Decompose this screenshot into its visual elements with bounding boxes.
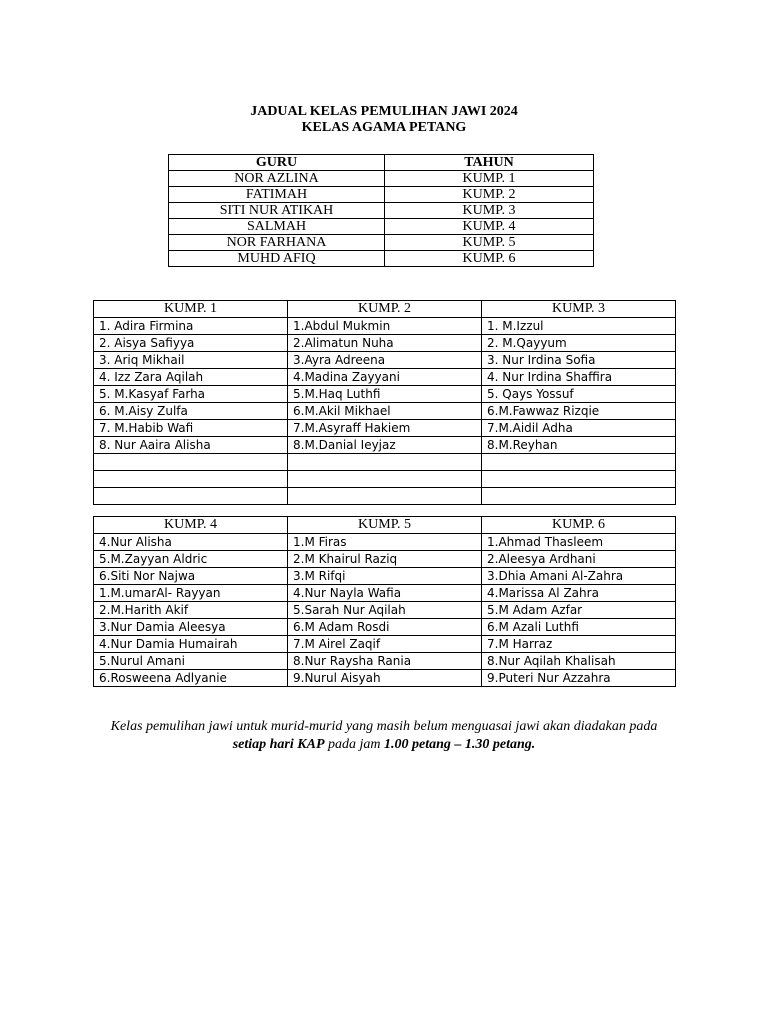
- header-kump-5: KUMP. 5: [288, 517, 482, 534]
- table-cell: 3.Dhia Amani Al-Zahra: [482, 568, 676, 585]
- table-cell: [482, 488, 676, 505]
- table-cell: 6.Rosweena Adlyanie: [94, 670, 288, 687]
- table-cell: 2. Aisya Safiyya: [94, 335, 288, 352]
- document-title: JADUAL KELAS PEMULIHAN JAWI 2024: [250, 104, 518, 119]
- teacher-row: [169, 251, 594, 267]
- header-kump-3: KUMP. 3: [482, 301, 676, 318]
- table-cell: 4.Marissa Al Zahra: [482, 585, 676, 602]
- table-cell: 3. Ariq Mikhail: [94, 352, 288, 369]
- table-cell: [288, 488, 482, 505]
- teacher-row: [169, 235, 594, 251]
- table-cell: KUMP. 2: [385, 187, 594, 203]
- table-cell: 3.Ayra Adreena: [288, 352, 482, 369]
- teacher-row: [169, 203, 594, 219]
- table-cell: 4. Izz Zara Aqilah: [94, 369, 288, 386]
- table-cell: 9.Nurul Aisyah: [288, 670, 482, 687]
- student-row: [94, 551, 676, 568]
- table-cell: 5. Qays Yossuf: [482, 386, 676, 403]
- note-middle: pada jam: [324, 737, 384, 752]
- student-row: [94, 318, 676, 335]
- header-kump-4: KUMP. 4: [94, 517, 288, 534]
- table-cell: 4.Nur Nayla Wafia: [288, 585, 482, 602]
- teacher-table-header: [169, 155, 594, 171]
- student-row: [94, 437, 676, 454]
- table-cell: [288, 471, 482, 488]
- table-cell: 2.M Khairul Raziq: [288, 551, 482, 568]
- table-cell: [482, 471, 676, 488]
- table-cell: [94, 488, 288, 505]
- table-cell: 7.M Airel Zaqif: [288, 636, 482, 653]
- table-cell: [288, 454, 482, 471]
- teacher-row: [169, 171, 594, 187]
- student-row: [94, 386, 676, 403]
- table-cell: 1.Ahmad Thasleem: [482, 534, 676, 551]
- student-row: [94, 670, 676, 687]
- table-cell: 2.Aleesya Ardhani: [482, 551, 676, 568]
- table-cell: 5.Nurul Amani: [94, 653, 288, 670]
- table-cell: 1. Adira Firmina: [94, 318, 288, 335]
- table-cell: KUMP. 5: [385, 235, 594, 251]
- student-row: [94, 534, 676, 551]
- table-cell: 1.M.umarAl- Rayyan: [94, 585, 288, 602]
- table-cell: 6.M Adam Rosdi: [288, 619, 482, 636]
- table-cell: NOR AZLINA: [169, 171, 385, 187]
- header-kump-1: KUMP. 1: [94, 301, 288, 318]
- table-cell: 2.M.Harith Akif: [94, 602, 288, 619]
- teacher-row: [169, 219, 594, 235]
- table-cell: KUMP. 4: [385, 219, 594, 235]
- group-table-header: [94, 517, 676, 534]
- table-cell: 6.Siti Nor Najwa: [94, 568, 288, 585]
- table-cell: 5.Sarah Nur Aqilah: [288, 602, 482, 619]
- student-row: [94, 420, 676, 437]
- table-cell: NOR FARHANA: [169, 235, 385, 251]
- table-cell: 8.M.Reyhan: [482, 437, 676, 454]
- header-tahun: TAHUN: [385, 155, 594, 171]
- table-cell: FATIMAH: [169, 187, 385, 203]
- teacher-table: [168, 154, 594, 267]
- student-row: [94, 585, 676, 602]
- student-row: [94, 602, 676, 619]
- student-row: [94, 653, 676, 670]
- table-cell: 6.M.Fawwaz Rizqie: [482, 403, 676, 420]
- header-guru: GURU: [169, 155, 385, 171]
- table-cell: 9.Puteri Nur Azzahra: [482, 670, 676, 687]
- student-row: [94, 369, 676, 386]
- table-cell: KUMP. 6: [385, 251, 594, 267]
- student-row: [94, 471, 676, 488]
- table-cell: [94, 454, 288, 471]
- table-cell: 5.M.Zayyan Aldric: [94, 551, 288, 568]
- table-cell: [482, 454, 676, 471]
- table-cell: MUHD AFIQ: [169, 251, 385, 267]
- table-cell: 5.M.Haq Luthfi: [288, 386, 482, 403]
- student-row: [94, 335, 676, 352]
- table-cell: 1.M Firas: [288, 534, 482, 551]
- header-kump-2: KUMP. 2: [288, 301, 482, 318]
- table-cell: 3. Nur Irdina Sofia: [482, 352, 676, 369]
- table-cell: 5.M Adam Azfar: [482, 602, 676, 619]
- student-row: [94, 488, 676, 505]
- table-cell: 7.M.Asyraff Hakiem: [288, 420, 482, 437]
- group-table-1: [93, 300, 676, 505]
- note-line-1: Kelas pemulihan jawi untuk murid-murid yang masih belum menguasai jawi akan diadakan pada: [110, 719, 658, 734]
- table-cell: 4.Nur Alisha: [94, 534, 288, 551]
- table-cell: 7.M Harraz: [482, 636, 676, 653]
- student-row: [94, 568, 676, 585]
- student-row: [94, 636, 676, 653]
- table-cell: 4.Madina Zayyani: [288, 369, 482, 386]
- table-cell: KUMP. 3: [385, 203, 594, 219]
- table-cell: 8.Nur Aqilah Khalisah: [482, 653, 676, 670]
- table-cell: 6.M.Akil Mikhael: [288, 403, 482, 420]
- note-bold-time: 1.00 petang – 1.30 petang.: [384, 737, 536, 752]
- table-cell: [94, 471, 288, 488]
- table-cell: 7. M.Habib Wafi: [94, 420, 288, 437]
- table-cell: 8.M.Danial Ieyjaz: [288, 437, 482, 454]
- table-cell: 3.M Rifqi: [288, 568, 482, 585]
- table-cell: 4.Nur Damia Humairah: [94, 636, 288, 653]
- group-table-2: [93, 516, 676, 687]
- schedule-note: [90, 718, 678, 754]
- note-bold-days: setiap hari KAP: [232, 737, 325, 752]
- header-kump-6: KUMP. 6: [482, 517, 676, 534]
- table-cell: 6.M Azali Luthfi: [482, 619, 676, 636]
- student-row: [94, 619, 676, 636]
- table-cell: 2.Alimatun Nuha: [288, 335, 482, 352]
- table-cell: 1. M.Izzul: [482, 318, 676, 335]
- table-cell: 8. Nur Aaira Alisha: [94, 437, 288, 454]
- table-cell: 2. M.Qayyum: [482, 335, 676, 352]
- table-cell: 8.Nur Raysha Rania: [288, 653, 482, 670]
- table-cell: 3.Nur Damia Aleesya: [94, 619, 288, 636]
- table-cell: 5. M.Kasyaf Farha: [94, 386, 288, 403]
- table-cell: 6. M.Aisy Zulfa: [94, 403, 288, 420]
- table-cell: SALMAH: [169, 219, 385, 235]
- table-cell: 7.M.Aidil Adha: [482, 420, 676, 437]
- student-row: [94, 403, 676, 420]
- group-table-header: [94, 301, 676, 318]
- table-cell: 4. Nur Irdina Shaffira: [482, 369, 676, 386]
- teacher-row: [169, 187, 594, 203]
- table-cell: KUMP. 1: [385, 171, 594, 187]
- table-cell: 1.Abdul Mukmin: [288, 318, 482, 335]
- student-row: [94, 352, 676, 369]
- table-cell: SITI NUR ATIKAH: [169, 203, 385, 219]
- student-row: [94, 454, 676, 471]
- document-subtitle: KELAS AGAMA PETANG: [301, 120, 467, 135]
